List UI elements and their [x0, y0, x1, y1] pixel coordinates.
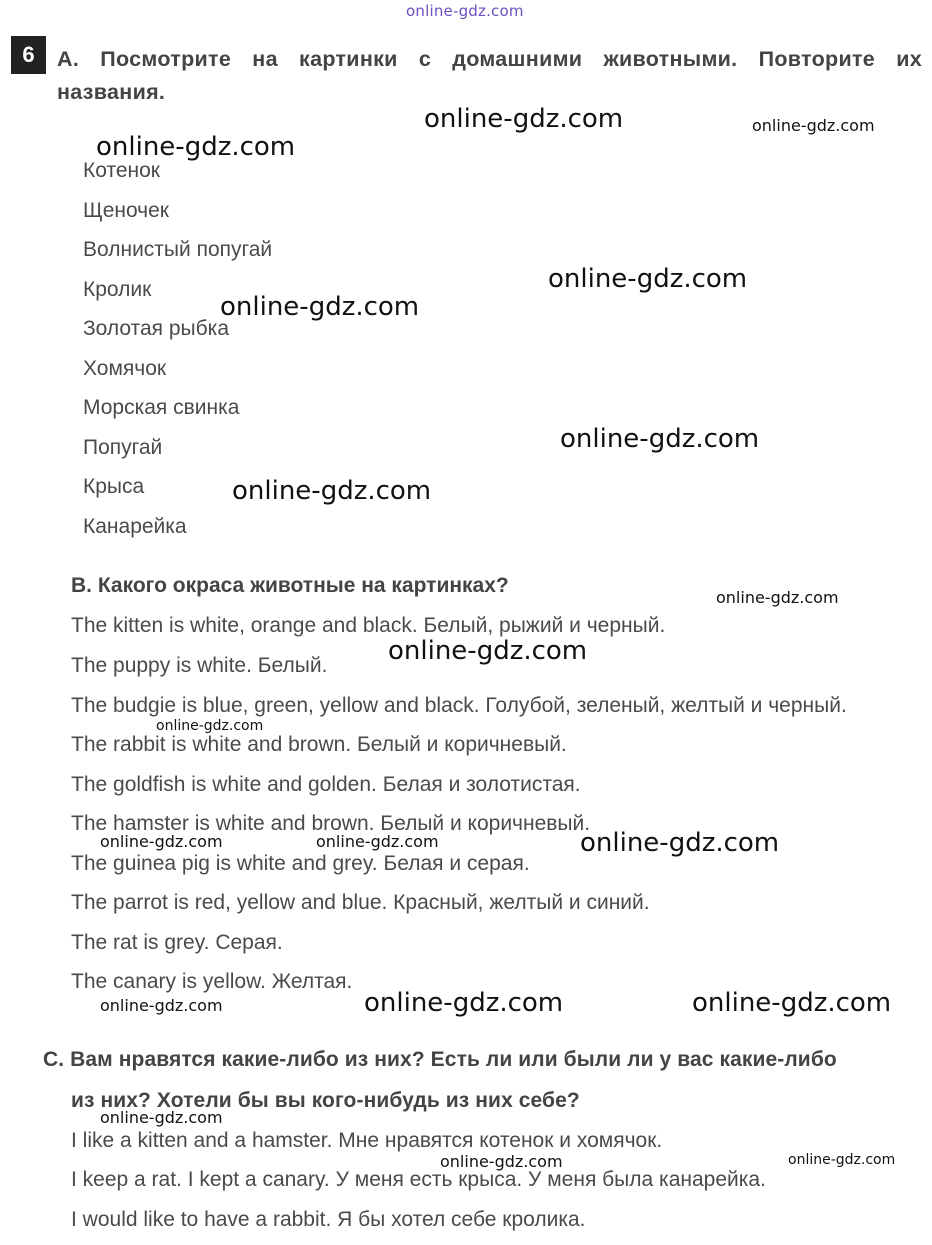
answer-line: The hamster is white and brown. Белый и коричневый.: [71, 812, 591, 835]
exercise-number-badge: 6: [11, 36, 46, 74]
watermark: online-gdz.com: [388, 636, 588, 666]
watermark: online-gdz.com: [156, 718, 264, 734]
watermark: online-gdz.com: [232, 476, 432, 506]
list-item: Попугай: [83, 436, 163, 459]
answer-line: The rabbit is white and brown. Белый и коричневый.: [71, 733, 567, 756]
list-item: Кролик: [83, 278, 152, 301]
answer-line: I keep a rat. I kept a canary. У меня есть крыса. У меня была канарейка.: [71, 1168, 766, 1191]
watermark: online-gdz.com: [364, 988, 564, 1018]
list-item: Морская свинка: [83, 396, 240, 419]
list-item: Хомячок: [83, 357, 167, 380]
watermark: online-gdz.com: [580, 828, 780, 858]
answer-line: I like a kitten and a hamster. Мне нравятся котенок и хомячок.: [71, 1129, 663, 1152]
watermark: online-gdz.com: [440, 1152, 563, 1171]
watermark: online-gdz.com: [692, 988, 892, 1018]
watermark: online-gdz.com: [424, 104, 624, 134]
watermark: online-gdz.com: [560, 424, 760, 454]
list-item: Крыса: [83, 475, 145, 498]
list-item: Канарейка: [83, 515, 187, 538]
answer-line: The parrot is red, yellow and blue. Красный, желтый и синий.: [71, 891, 650, 914]
section-c-heading-continued: из них? Хотели бы вы кого-нибудь из них себе?: [71, 1089, 580, 1112]
list-item: Котенок: [83, 159, 160, 182]
section-a-heading-continued: названия.: [57, 80, 166, 104]
watermark: online-gdz.com: [96, 132, 296, 162]
answer-line: The goldfish is white and golden. Белая и золотистая.: [71, 773, 581, 796]
answer-line: The budgie is blue, green, yellow and black. Голубой, зеленый, желтый и черный.: [71, 694, 847, 717]
section-b-heading: B. Какого окраса животные на картинках?: [71, 574, 509, 597]
watermark: online-gdz.com: [100, 1108, 223, 1127]
list-item: Золотая рыбка: [83, 317, 230, 340]
watermark: online-gdz.com: [716, 588, 839, 607]
answer-line: The kitten is white, orange and black. Белый, рыжий и черный.: [71, 614, 666, 637]
answer-line: The canary is yellow. Желтая.: [71, 970, 353, 993]
list-item: Щеночек: [83, 199, 169, 222]
list-item: Волнистый попугай: [83, 238, 273, 261]
answer-line: The rat is grey. Серая.: [71, 931, 283, 954]
watermark: online-gdz.com: [100, 996, 223, 1015]
watermark: online-gdz.com: [316, 832, 439, 851]
site-header-link[interactable]: online-gdz.com: [406, 2, 524, 20]
section-c-heading: C. Вам нравятся какие-либо из них? Есть ли или были ли у вас какие-либо: [43, 1048, 837, 1071]
watermark: online-gdz.com: [788, 1152, 896, 1168]
answer-line: I would like to have a rabbit. Я бы хотел себе кролика.: [71, 1208, 586, 1231]
watermark: online-gdz.com: [548, 264, 748, 294]
watermark: online-gdz.com: [100, 832, 223, 851]
answer-line: The guinea pig is white and grey. Белая и серая.: [71, 852, 530, 875]
section-a-heading: A. Посмотрите на картинки с домашними животными. Повторите их: [57, 47, 922, 71]
watermark: online-gdz.com: [752, 116, 875, 135]
watermark: online-gdz.com: [220, 292, 420, 322]
answer-line: The puppy is white. Белый.: [71, 654, 328, 677]
